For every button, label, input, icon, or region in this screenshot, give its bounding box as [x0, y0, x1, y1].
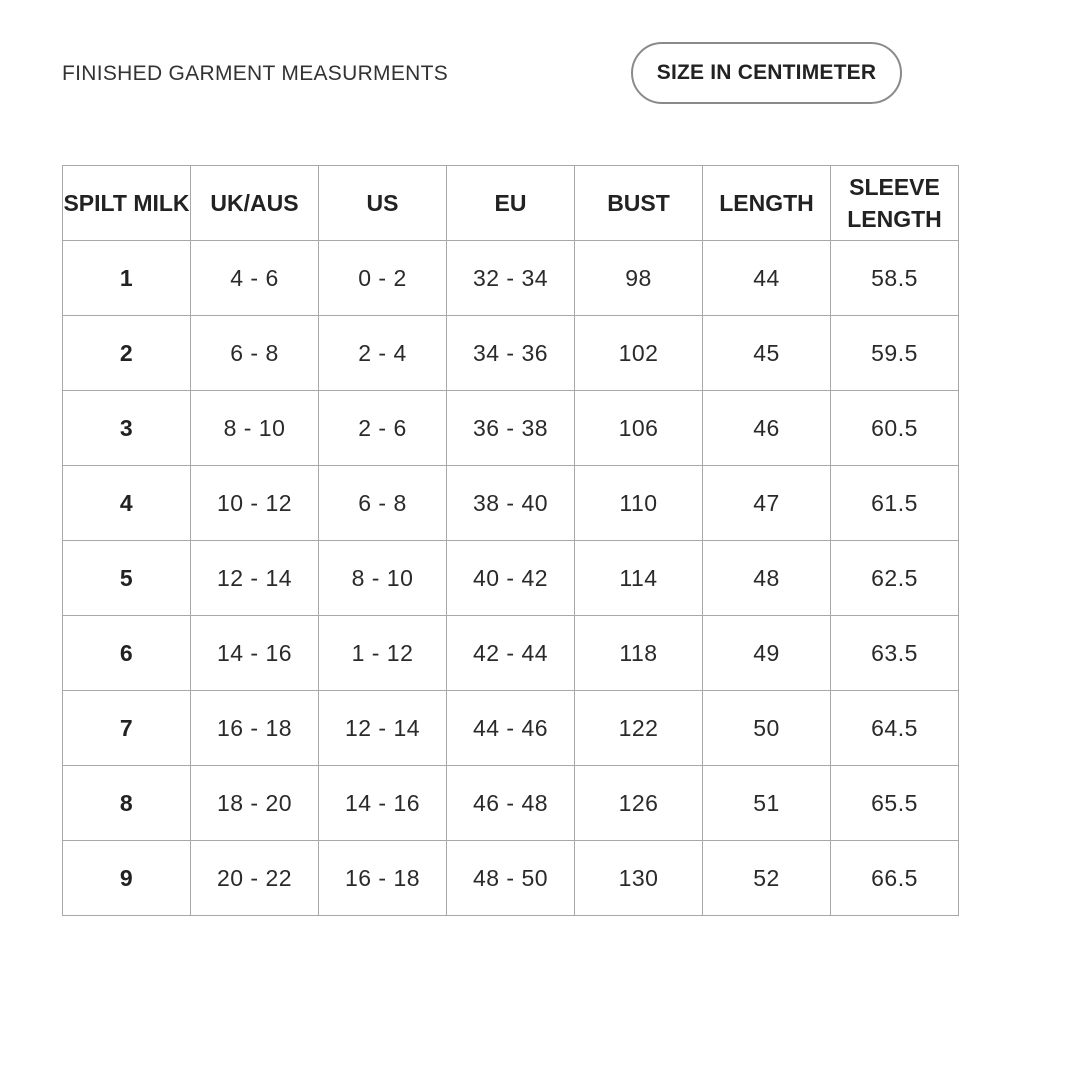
cell-uk-aus: 12 - 14 [191, 541, 319, 616]
cell-sleeve-length: 64.5 [831, 691, 959, 766]
cell-length: 44 [703, 241, 831, 316]
cell-us: 2 - 4 [319, 316, 447, 391]
column-header-spilt-milk: SPILT MILK [63, 166, 191, 241]
cell-eu: 44 - 46 [447, 691, 575, 766]
cell-us: 16 - 18 [319, 841, 447, 916]
cell-eu: 38 - 40 [447, 466, 575, 541]
table-row [63, 766, 959, 841]
cell-size: 6 [63, 616, 191, 691]
cell-eu: 32 - 34 [447, 241, 575, 316]
column-header-uk-aus: UK/AUS [191, 166, 319, 241]
cell-sleeve-length: 63.5 [831, 616, 959, 691]
table-row [63, 391, 959, 466]
column-header-length: LENGTH [703, 166, 831, 241]
cell-uk-aus: 4 - 6 [191, 241, 319, 316]
cell-eu: 34 - 36 [447, 316, 575, 391]
cell-sleeve-length: 59.5 [831, 316, 959, 391]
header-row [63, 166, 959, 241]
cell-bust: 122 [575, 691, 703, 766]
column-header-bust: BUST [575, 166, 703, 241]
cell-uk-aus: 18 - 20 [191, 766, 319, 841]
cell-eu: 36 - 38 [447, 391, 575, 466]
cell-us: 1 - 12 [319, 616, 447, 691]
cell-bust: 102 [575, 316, 703, 391]
table-body [63, 241, 959, 916]
table-row [63, 691, 959, 766]
cell-length: 48 [703, 541, 831, 616]
cell-sleeve-length: 65.5 [831, 766, 959, 841]
cell-bust: 98 [575, 241, 703, 316]
cell-us: 6 - 8 [319, 466, 447, 541]
cell-uk-aus: 8 - 10 [191, 391, 319, 466]
cell-sleeve-length: 58.5 [831, 241, 959, 316]
cell-length: 51 [703, 766, 831, 841]
cell-length: 45 [703, 316, 831, 391]
cell-length: 50 [703, 691, 831, 766]
cell-us: 12 - 14 [319, 691, 447, 766]
cell-us: 0 - 2 [319, 241, 447, 316]
cell-sleeve-length: 66.5 [831, 841, 959, 916]
cell-eu: 46 - 48 [447, 766, 575, 841]
table-row [63, 841, 959, 916]
cell-uk-aus: 10 - 12 [191, 466, 319, 541]
cell-size: 9 [63, 841, 191, 916]
cell-size: 8 [63, 766, 191, 841]
table-row [63, 316, 959, 391]
size-unit-button[interactable]: SIZE IN CENTIMETER [631, 42, 902, 104]
column-header-eu: EU [447, 166, 575, 241]
table-row [63, 241, 959, 316]
cell-sleeve-length: 60.5 [831, 391, 959, 466]
cell-us: 8 - 10 [319, 541, 447, 616]
cell-size: 2 [63, 316, 191, 391]
cell-us: 14 - 16 [319, 766, 447, 841]
cell-uk-aus: 20 - 22 [191, 841, 319, 916]
page-title: FINISHED GARMENT MEASURMENTS [62, 62, 449, 85]
column-header-sleeve-length: SLEEVE LENGTH [831, 166, 959, 241]
cell-size: 1 [63, 241, 191, 316]
cell-size: 4 [63, 466, 191, 541]
cell-bust: 126 [575, 766, 703, 841]
cell-uk-aus: 14 - 16 [191, 616, 319, 691]
cell-uk-aus: 16 - 18 [191, 691, 319, 766]
table-row [63, 541, 959, 616]
cell-uk-aus: 6 - 8 [191, 316, 319, 391]
cell-sleeve-length: 62.5 [831, 541, 959, 616]
cell-size: 3 [63, 391, 191, 466]
cell-bust: 130 [575, 841, 703, 916]
column-header-us: US [319, 166, 447, 241]
table-header [63, 166, 959, 241]
cell-eu: 48 - 50 [447, 841, 575, 916]
cell-length: 46 [703, 391, 831, 466]
cell-eu: 40 - 42 [447, 541, 575, 616]
cell-bust: 118 [575, 616, 703, 691]
table-row [63, 616, 959, 691]
cell-sleeve-length: 61.5 [831, 466, 959, 541]
cell-length: 47 [703, 466, 831, 541]
cell-bust: 106 [575, 391, 703, 466]
table-row [63, 466, 959, 541]
cell-us: 2 - 6 [319, 391, 447, 466]
cell-size: 7 [63, 691, 191, 766]
cell-bust: 114 [575, 541, 703, 616]
cell-bust: 110 [575, 466, 703, 541]
size-chart-table [62, 165, 959, 916]
cell-length: 49 [703, 616, 831, 691]
cell-eu: 42 - 44 [447, 616, 575, 691]
cell-size: 5 [63, 541, 191, 616]
cell-length: 52 [703, 841, 831, 916]
